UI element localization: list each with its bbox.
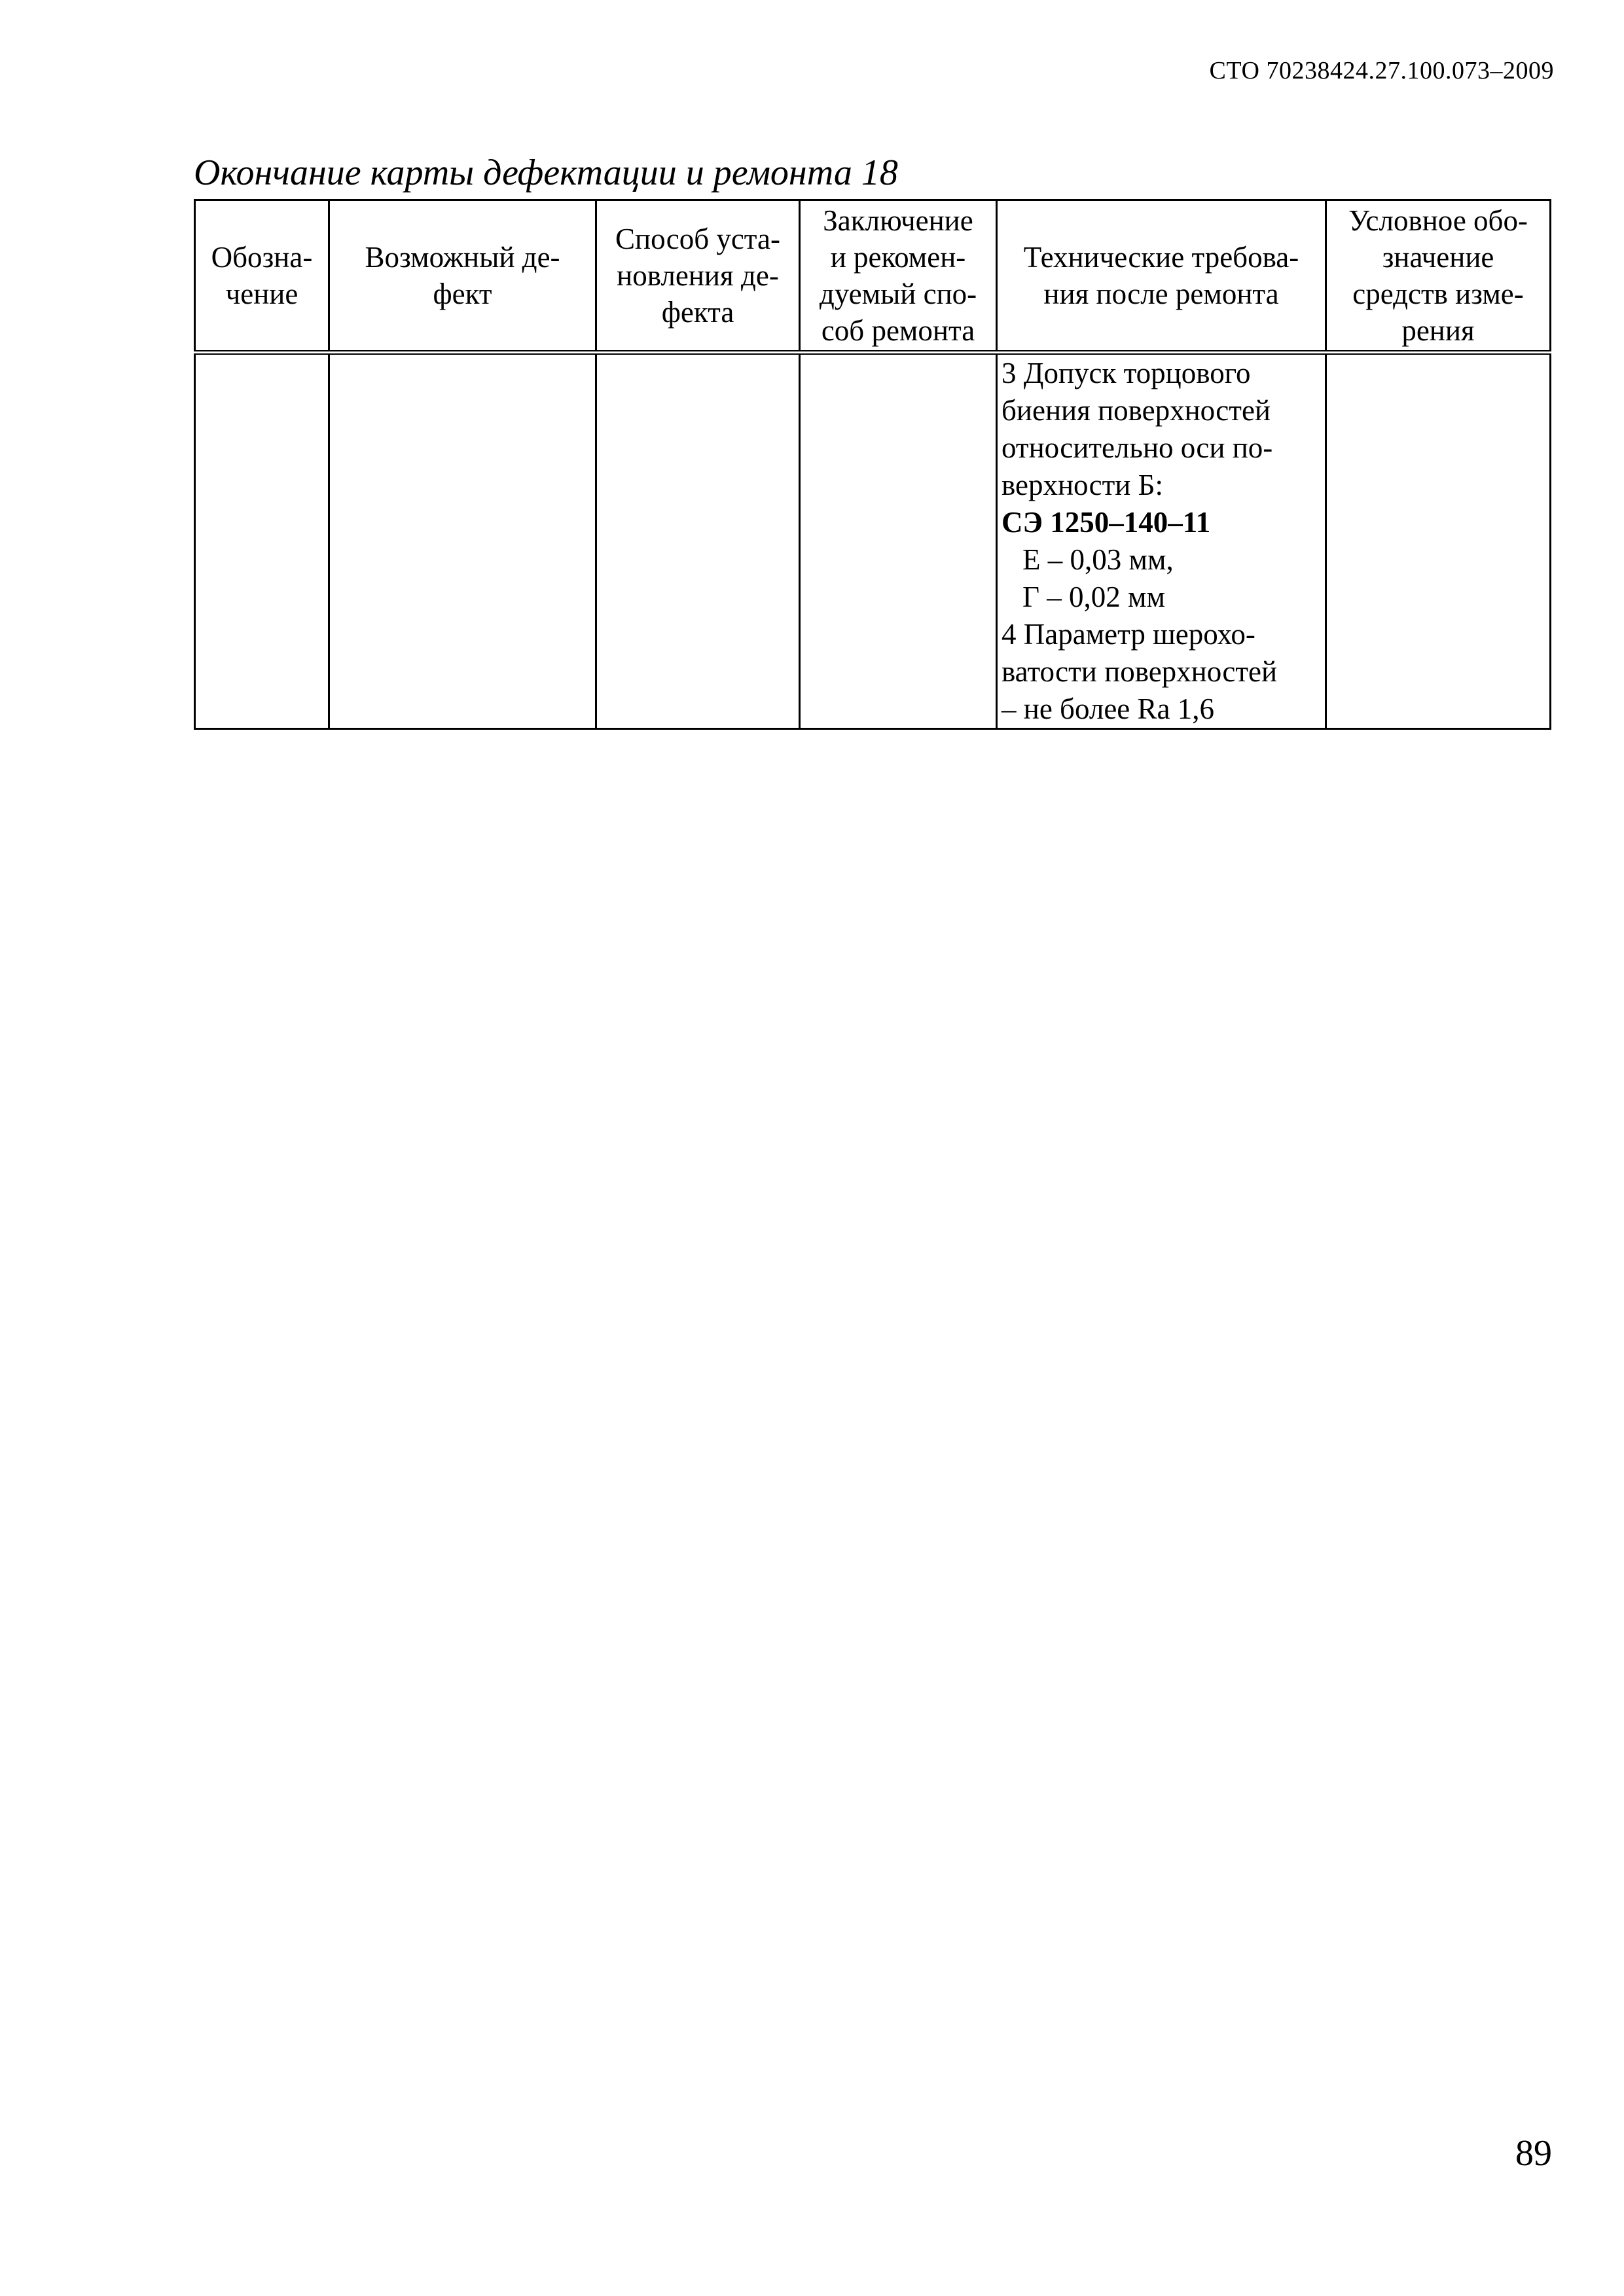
header-measuring-means xyxy=(1326,200,1551,353)
header-line: значение xyxy=(1382,241,1494,274)
table-header-row xyxy=(195,200,1551,353)
header-line: Возможный де- xyxy=(365,241,560,274)
cell-detection-method xyxy=(596,353,800,729)
header-line: средств изме- xyxy=(1352,278,1524,310)
header-line: рения xyxy=(1401,314,1475,347)
header-conclusion xyxy=(800,200,997,353)
cell-designation xyxy=(195,353,329,729)
requirement-line: 4 Параметр шерохо- xyxy=(1001,618,1255,651)
requirement-line: ватости поверхностей xyxy=(1001,655,1278,688)
header-detection-method xyxy=(596,200,800,353)
cell-conclusion xyxy=(800,353,997,729)
cell-requirements xyxy=(997,353,1326,729)
requirement-line: верхности Б: xyxy=(1001,469,1163,501)
header-line: ния после ремонта xyxy=(1043,278,1279,310)
table-row xyxy=(195,353,1551,729)
page-number: 89 xyxy=(1515,2133,1552,2174)
document-code: СТО 70238424.27.100.073–2009 xyxy=(1209,57,1554,84)
header-designation xyxy=(195,200,329,353)
requirement-line: Г – 0,02 мм xyxy=(1022,581,1165,613)
header-line: Технические требова- xyxy=(1023,241,1299,274)
requirement-line: Е – 0,03 мм, xyxy=(1022,543,1174,576)
cell-measuring-means xyxy=(1326,353,1551,729)
header-line: фекта xyxy=(661,296,734,329)
table-caption: Окончание карты дефектации и ремонта 18 xyxy=(194,152,898,193)
requirement-line: 3 Допуск торцового xyxy=(1001,357,1251,389)
header-line: Способ уста- xyxy=(615,223,780,255)
header-line: и рекомен- xyxy=(830,241,966,274)
header-line: Обозна- xyxy=(211,241,313,274)
header-line: чение xyxy=(225,278,298,310)
header-requirements xyxy=(997,200,1326,353)
header-line: новления де- xyxy=(617,259,779,292)
header-possible-defect xyxy=(329,200,596,353)
header-line: Заключение xyxy=(823,204,973,237)
defect-repair-table xyxy=(194,199,1551,730)
requirement-line-product-code: СЭ 1250–140–11 xyxy=(1001,506,1211,539)
header-line: Условное обо- xyxy=(1348,204,1528,237)
header-line: фект xyxy=(433,278,492,310)
cell-possible-defect xyxy=(329,353,596,729)
header-line: дуемый спо- xyxy=(819,278,977,310)
requirement-line: – не более Ra 1,6 xyxy=(1001,692,1214,725)
requirement-line: относительно оси по- xyxy=(1001,431,1273,464)
header-line: соб ремонта xyxy=(821,314,975,347)
requirement-line: биения поверхностей xyxy=(1001,394,1271,427)
